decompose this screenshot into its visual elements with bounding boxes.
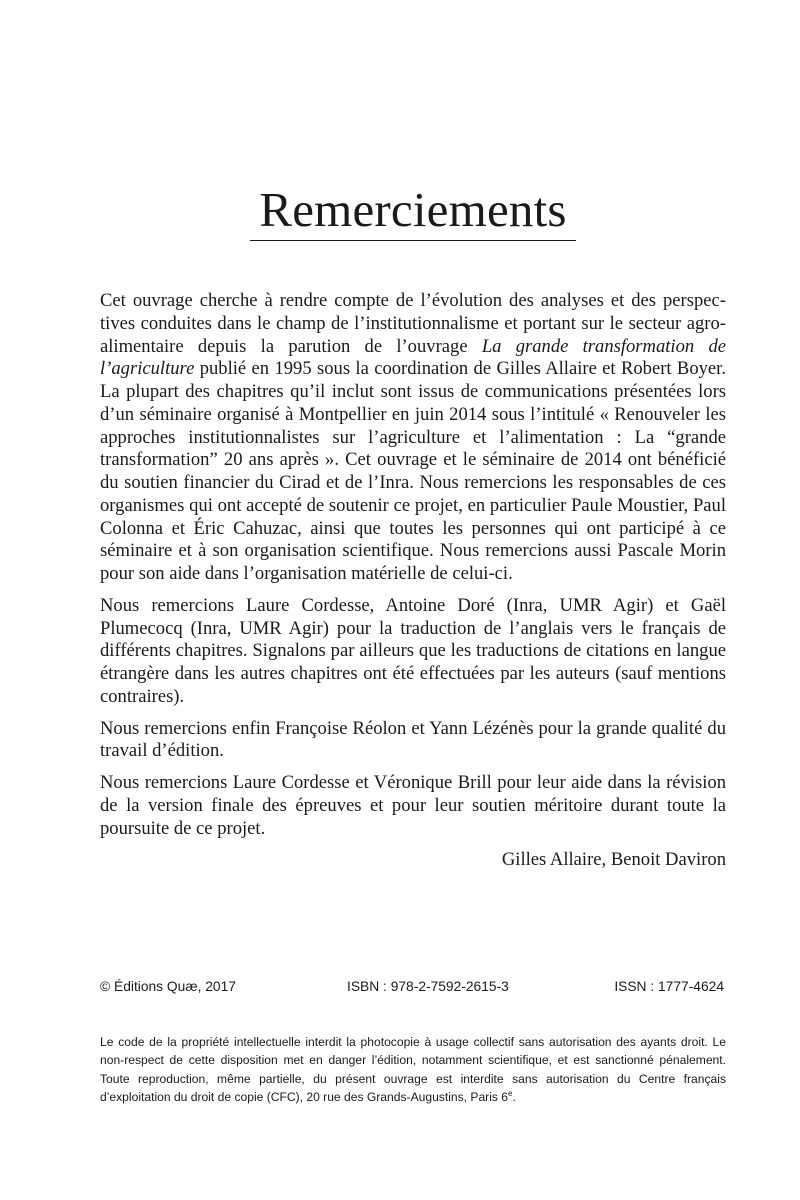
paragraph-1-rest: publié en 1995 sous la coordination de Gilles Allaire et Robert Boyer. La plupart des chapitres qu’il inclut sont issus de communications présentées lors d’un séminaire organisé à Montpellier en juin 2014 sous l’intitulé « Renouveler les approches institutionnalistes sur l’agriculture et l’alimentation : La “grande transformation” 20 ans après ». Cet ouvrage et le séminaire de 2014 ont bénéficié du soutien financier du Cirad et de l’Inra. Nous remercions les responsables de ces organismes qui ont accepté de soutenir ce projet, en particulier Paule Moustier, Paul Colonna et Éric Cahuzac, ainsi que toutes les personnes qui ont participé à ce séminaire et à son organisation scientifique. Nous remercions aussi Pascale Morin pour son aide dans l’organisation matérielle de celui-ci.: [100, 358, 726, 584]
book-title-italic: La grande transformation de l’agriculture: [100, 335, 726, 380]
title-underline: [250, 240, 576, 241]
acknowledgement-paragraph-2: Nous remercions Laure Cordesse, Antoine Doré (Inra, UMR Agir) et Gaël Plumecocq (Inra, UMR Agir) pour la traduction de l’anglais vers le français de différents chapitres. Signalons par ailleurs que les traductions de citations en langue étrangère dans les autres chapitres ont été effectuées par les auteurs (sauf mentions contraires).: [100, 594, 726, 707]
acknowledgements-section: [100, 290, 726, 881]
legal-notice-text: Le code de la propriété intellectuelle interdit la photocopie à usage collectif sans autorisation des ayants droit. Le non-respect de cette disposition met en danger l’édition, notamment scientifique, et est sanctionné pénalement. Toute reproduction, même partielle, du présent ouvrage est interdite sans autorisation du Centre français d’exploitation du droit de copie (CFC), 20 rue des Grands-Augustins, Paris 6: [100, 1035, 726, 1104]
acknowledgement-paragraph-1: [100, 290, 726, 586]
paragraph-1-intro: Cet ouvrage cherche à rendre compte de l’évolution des analyses et des perspectives conduites dans le champ de l’institutionnalisme et portant sur le secteur agroalimentaire depuis la parution de l’ouvrage: [100, 290, 726, 357]
legal-notice: [100, 1033, 726, 1106]
page-title: Remerciements: [259, 182, 567, 237]
legal-notice-end: .: [512, 1089, 516, 1104]
isbn: ISBN : 978-2-7592-2615-3: [347, 979, 509, 994]
copyright-notice: © Éditions Quæ, 2017: [100, 979, 236, 994]
signature: Gilles Allaire, Benoit Daviron: [501, 849, 726, 871]
legal-notice-superscript: e: [508, 1088, 513, 1098]
acknowledgement-paragraph-3: Nous remercions enfin Françoise Réolon et Yann Lézénès pour la grande qualité du travail d’édition.: [100, 717, 726, 762]
issn: ISSN : 1777-4624: [614, 979, 724, 994]
acknowledgement-paragraph-4: Nous remercions Laure Cordesse et Véronique Brill pour leur aide dans la révision de la version finale des épreuves et pour leur soutien méritoire durant toute la poursuite de ce projet.: [100, 772, 726, 839]
